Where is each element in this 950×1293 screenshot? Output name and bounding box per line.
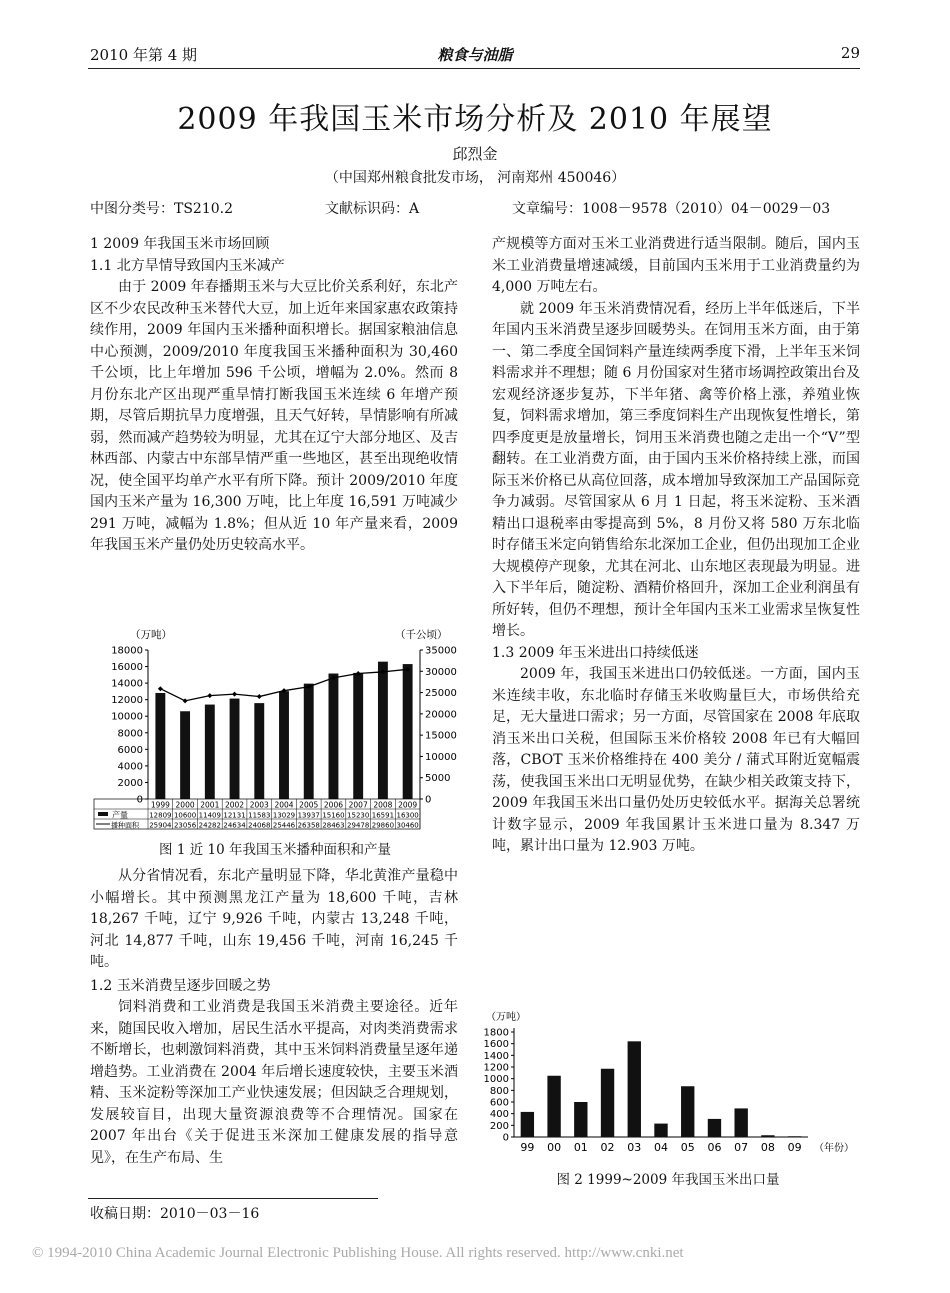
right-tick-label: 25000 <box>425 688 457 700</box>
figure-1-chart <box>90 626 460 838</box>
table-area: 23056 <box>173 821 197 830</box>
table-year: 2000 <box>175 800 195 810</box>
table-area: 25904 <box>149 821 172 830</box>
bar <box>205 705 215 799</box>
left-tick-label: 12000 <box>111 695 143 707</box>
paragraph: 就 2009 年玉米消费情况看，经历上半年低迷后，下半年国内玉米消费呈逐步回暖势头。在饲用玉米方面，由于第一、第二季度全国饲料产量连续两季度下滑，上半年玉米饲料需求并不理想；随 6 月份国家对生猪市场调控政策出台及宏观经济逐步复苏，下半年猪、禽等价格上涨，养殖业恢复，饲料需求增加，第三季度饲料生产出现恢复性增长，第四季度更是放量增长，饲用玉米消费也随之走出一个“V”型翻转。在工业消费方面，由于国内玉米价格持续上涨，而国际玉米价格已从高位回落，成本增加导致深加工产品国际竞争力减弱。尽管国家从 6 月 1 日起，将玉米淀粉、玉米酒精出口退税率由零提高到 5%，8 月份又将 580 万东北临时存储玉米定向销售给东北深加工企业，但仍出现加工企业大规模停产现象，尤其在河北、山东地区表现最为明显。进入下半年后，随淀粉、酒精价格回升，深加工企业利润虽有所好转，但仍不理想，预计全年国内玉米工业需求呈恢复性增长。 <box>492 300 860 639</box>
header-rule <box>88 68 860 69</box>
table-production: 10600 <box>173 811 197 820</box>
header-journal: 粮食与油脂 <box>437 46 513 64</box>
right-tick-label: 20000 <box>425 709 457 721</box>
footnote-rule <box>88 1198 378 1199</box>
bar <box>628 1041 641 1137</box>
bar <box>547 1076 560 1137</box>
bar <box>601 1069 614 1137</box>
bar <box>353 673 363 799</box>
left-tick-label: 6000 <box>117 744 143 756</box>
line-point <box>183 698 188 703</box>
table-area: 24634 <box>223 821 246 830</box>
line-point <box>232 692 237 697</box>
table-production: 16300 <box>396 811 419 820</box>
table-area: 28463 <box>322 821 345 830</box>
y-axis-unit: （万吨） <box>486 1012 526 1023</box>
table-year: 1999 <box>150 800 170 810</box>
table-area: 30460 <box>396 821 419 830</box>
subsection-heading: 1.1 北方旱情导致国内玉米减产 <box>90 257 285 274</box>
x-tick-label: 01 <box>573 1141 588 1154</box>
table-area: 24068 <box>248 821 271 830</box>
bar <box>403 664 413 799</box>
left-column-top <box>90 234 458 557</box>
table-production: 11409 <box>198 811 221 820</box>
header-page: 29 <box>840 44 860 62</box>
table-year: 2007 <box>348 800 368 810</box>
right-tick-label: 10000 <box>425 751 457 763</box>
y-tick-label: 800 <box>489 1085 509 1097</box>
right-tick-label: 15000 <box>425 730 457 742</box>
x-tick-label: 02 <box>600 1141 615 1154</box>
table-area: 29860 <box>371 821 395 830</box>
bar <box>735 1108 748 1137</box>
table-area: 25446 <box>272 821 296 830</box>
bar <box>329 674 339 799</box>
x-tick-label: 05 <box>680 1141 695 1154</box>
table-production: 13937 <box>297 811 320 820</box>
left-tick-label: 16000 <box>111 662 143 674</box>
bar <box>761 1135 774 1137</box>
bar <box>304 684 314 799</box>
bar <box>378 662 388 799</box>
table-year: 2009 <box>398 800 418 810</box>
paragraph: 从分省情况看，东北产量明显下降，华北黄淮产量稳中小幅增长。其中预测黑龙江产量为 18,600 千吨，吉林 18,267 千吨，辽宁 9,926 千吨，内蒙古 13,248 千吨，河北 14,877 千吨，山东 19,456 千吨，河南 16,245 千吨。 <box>90 868 458 970</box>
table-production: 12131 <box>223 811 246 820</box>
left-column-bottom <box>90 866 458 1169</box>
x-tick-label: 06 <box>707 1141 722 1154</box>
y-tick-label: 1400 <box>483 1050 509 1062</box>
table-production: 12809 <box>149 811 172 820</box>
subsection-heading: 1.2 玉米消费呈逐步回暖之势 <box>90 977 271 994</box>
paragraph: 2009 年，我国玉米进出口仍较低迷。一方面，国内玉米连续丰收，东北临时存储玉米收购量巨大，市场供给充足，无大量进口需求；另一方面，尽管国家在 2008 年底取消玉米出口关税，但国际玉米价格较 2008 年已有大幅回落，CBOT 玉米价格维持在 400 美分 / 蒲式耳附近宽幅震荡，使我国玉米出口无明显优势，在缺少相关政策支持下，2009 年我国玉米出口量仍处历史较低水平。据海关总署统计数字显示，2009 年我国累计玉米进口量为 8.347 万吨，累计出口量为 12.903 万吨。 <box>492 666 860 854</box>
y-tick-label: 200 <box>489 1120 509 1132</box>
bar <box>654 1124 667 1137</box>
bar <box>681 1086 694 1137</box>
bar <box>180 711 190 799</box>
table-year: 2002 <box>224 800 245 810</box>
clc-number: 中图分类号：TS210.2 <box>90 201 234 217</box>
bar <box>574 1102 587 1137</box>
author: 邱烈金 <box>452 145 498 163</box>
y-tick-label: 1600 <box>483 1039 509 1051</box>
left-axis-unit: （万吨） <box>130 629 172 641</box>
chart-bars <box>155 662 412 799</box>
received-date: 收稿日期：2010－03－16 <box>90 1206 260 1222</box>
right-tick-label: 5000 <box>425 773 451 785</box>
table-production: 13029 <box>272 811 296 820</box>
right-tick-label: 30000 <box>425 666 457 678</box>
article-number: 文章编号：1008－9578（2010）04－0029－03 <box>512 201 831 217</box>
x-tick-label: 99 <box>520 1141 535 1154</box>
table-area: 24282 <box>198 821 221 830</box>
table-area: 29478 <box>347 821 370 830</box>
affiliation: （中国郑州粮食批发市场， 河南郑州 450046） <box>324 170 626 186</box>
bar <box>254 703 264 799</box>
left-tick-label: 0 <box>136 794 143 806</box>
table-year: 2005 <box>299 800 319 810</box>
subsection-heading: 1.3 2009 年玉米进出口持续低迷 <box>492 644 699 661</box>
legend-bar-swatch <box>98 812 108 816</box>
left-tick-label: 14000 <box>111 678 143 690</box>
bar <box>279 691 289 799</box>
y-tick-label: 1800 <box>483 1027 509 1039</box>
table-production: 15230 <box>347 811 370 820</box>
figure-2-caption: 图 2 1999~2009 年我国玉米出口量 <box>556 1172 780 1188</box>
left-tick-label: 10000 <box>111 711 143 723</box>
document-code: 文献标识码：A <box>325 201 420 217</box>
line-point <box>158 686 163 691</box>
x-tick-label: 04 <box>654 1141 668 1154</box>
table-year: 2001 <box>200 800 220 810</box>
table-production: 11583 <box>248 811 271 820</box>
bar <box>708 1119 721 1137</box>
right-column <box>492 234 860 858</box>
y-tick-label: 600 <box>489 1097 509 1109</box>
table-year: 2004 <box>274 800 294 810</box>
legend-bar-label: 产量 <box>112 810 128 820</box>
left-tick-label: 8000 <box>117 728 143 740</box>
chart-axes <box>484 1010 854 1154</box>
right-axis-unit: （千公顷） <box>395 629 448 641</box>
line-point <box>207 693 212 698</box>
y-tick-label: 1000 <box>483 1074 509 1086</box>
table-year: 2003 <box>249 800 269 810</box>
table-production: 15160 <box>322 811 345 820</box>
left-tick-label: 4000 <box>117 761 143 773</box>
copyright-footer: © 1994-2010 China Academic Journal Electronic Publishing House. All rights reserved. http://www.cnki.net <box>32 1245 684 1261</box>
x-tick-label: 09 <box>787 1141 802 1154</box>
bar <box>155 693 165 799</box>
table-year: 2008 <box>373 800 393 810</box>
figure-2-chart <box>478 1010 873 1160</box>
y-tick-label: 400 <box>489 1109 509 1121</box>
header-issue: 2010 年第 4 期 <box>90 46 198 64</box>
x-axis-unit: （年份） <box>814 1143 854 1154</box>
line-point <box>257 694 262 699</box>
right-tick-label: 35000 <box>425 645 457 657</box>
table-production: 16591 <box>371 811 395 820</box>
x-tick-label: 07 <box>734 1141 749 1154</box>
chart-bars <box>521 1041 802 1137</box>
y-tick-label: 0 <box>502 1132 509 1144</box>
section-heading: 1 2009 年我国玉米市场回顾 <box>90 236 270 252</box>
x-tick-label: 03 <box>627 1141 642 1154</box>
left-tick-label: 18000 <box>111 645 143 657</box>
paragraph: 由于 2009 年春播期玉米与大豆比价关系利好，东北产区不少农民改种玉米替代大豆，加上近年来国家惠农政策持续作用，2009 年国内玉米播种面积增长。据国家粮油信息中心预测，2009/2010 年度我国玉米播种面积为 30,460 千公顷，比上年增加 596 千公顷，增幅为 2.0%。然而 8 月份东北产区出现严重旱情打断我国玉米连续 6 年增产预期，尽管后期抗旱力度增强，且天气好转，旱情影响有所减弱，然而减产趋势较为明显，尤其在辽宁大部分地区、及吉林西部、内蒙古中东部旱情严重一些地区，甚至出现绝收情况，使全国平均单产水平有所下降。预计 2009/2010 年度国内玉米产量为 16,300 万吨，比上年度 16,591 万吨减少 291 万吨，减幅为 1.8%；但从近 10 年产量来看，2009 年我国玉米产量仍处历史较高水平。 <box>90 279 458 553</box>
bar <box>788 1136 801 1137</box>
left-tick-label: 2000 <box>117 777 143 789</box>
x-tick-label: 00 <box>547 1141 562 1154</box>
bar <box>521 1112 534 1137</box>
article-title: 2009 年我国玉米市场分析及 2010 年展望 <box>177 102 773 137</box>
right-tick-label: 0 <box>425 794 432 806</box>
figure-1-caption: 图 1 近 10 年我国玉米播种面积和产量 <box>159 842 391 858</box>
x-tick-label: 08 <box>760 1141 775 1154</box>
bar <box>230 699 240 799</box>
legend-line-label: 播种面积 <box>111 821 139 830</box>
y-tick-label: 1200 <box>483 1062 509 1074</box>
paragraph: 产规模等方面对玉米工业消费进行适当限制。随后，国内玉米工业消费量增速减缓，目前国内玉米用于工业消费量约为 4,000 万吨左右。 <box>492 236 860 295</box>
table-area: 26358 <box>297 821 320 830</box>
table-year: 2006 <box>323 800 344 810</box>
paragraph: 饲料消费和工业消费是我国玉米消费主要途径。近年来，随国民收入增加，居民生活水平提高，对肉类消费需求不断增长，也刺激饲料消费，其中玉米饲料消费量呈逐年递增趋势。工业消费在 2004 年后增长速度较快，主要玉米酒精、玉米淀粉等深加工产业快速发展；但因缺乏合理规划，发展较盲目，出现大量资源浪费等不合理情况。国家在 2007 年出台《关于促进玉米深加工健康发展的指导意见》，在生产布局、生 <box>90 999 458 1166</box>
